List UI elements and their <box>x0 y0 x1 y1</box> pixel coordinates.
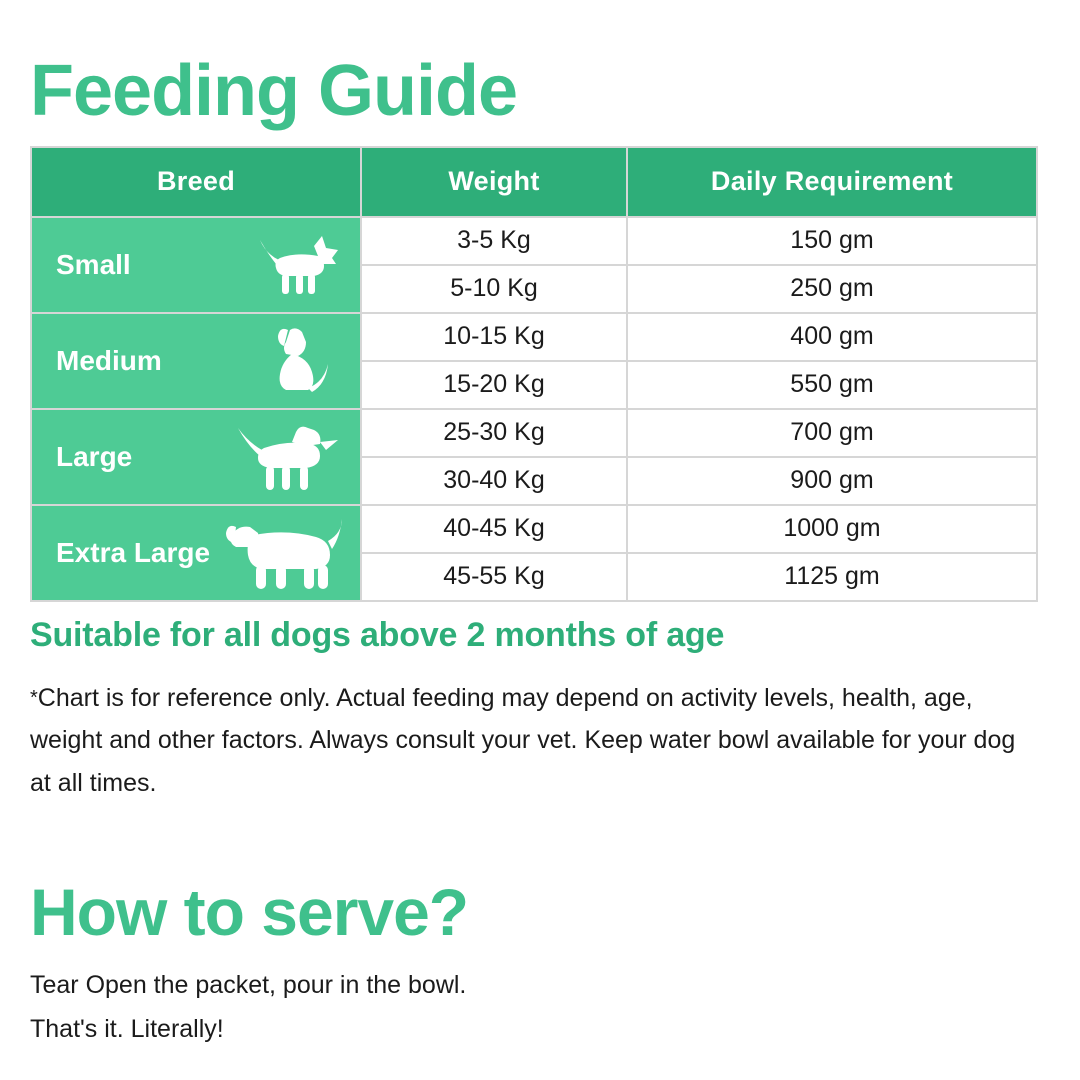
weight-cell: 15-20 Kg <box>361 361 627 409</box>
asterisk-marker: * <box>30 686 38 709</box>
weight-cell: 3-5 Kg <box>361 217 627 265</box>
weight-cell: 30-40 Kg <box>361 457 627 505</box>
requirement-cell: 250 gm <box>627 265 1037 313</box>
requirement-cell: 1000 gm <box>627 505 1037 553</box>
page-title: Feeding Guide <box>30 51 518 131</box>
breed-label: Extra Large <box>56 536 211 568</box>
small-dog-icon <box>252 234 344 296</box>
breed-label: Medium <box>56 344 162 376</box>
weight-cell: 40-45 Kg <box>361 505 627 553</box>
requirement-cell: 1125 gm <box>627 553 1037 601</box>
serve-line-2: That's it. Literally! <box>30 1014 224 1043</box>
extra-large-dog-icon <box>224 517 344 589</box>
requirement-cell: 150 gm <box>627 217 1037 265</box>
breed-cell-medium <box>31 313 361 409</box>
table-header-row <box>31 147 1037 217</box>
feeding-table <box>30 146 1038 602</box>
table-row <box>31 313 1037 361</box>
how-to-serve-body <box>30 964 1034 1052</box>
table-row <box>31 217 1037 265</box>
weight-cell: 25-30 Kg <box>361 409 627 457</box>
breed-cell-large <box>31 409 361 505</box>
column-header-daily-requirement: Daily Requirement <box>627 147 1037 217</box>
serve-line-1: Tear Open the packet, pour in the bowl. <box>30 971 467 1000</box>
breed-cell-small <box>31 217 361 313</box>
column-header-breed: Breed <box>31 147 361 217</box>
requirement-cell: 400 gm <box>627 313 1037 361</box>
medium-dog-icon <box>252 326 344 396</box>
weight-cell: 45-55 Kg <box>361 553 627 601</box>
suitability-note: Suitable for all dogs above 2 months of age <box>30 615 725 654</box>
weight-cell: 10-15 Kg <box>361 313 627 361</box>
requirement-cell: 900 gm <box>627 457 1037 505</box>
how-to-serve-title: How to serve? <box>30 875 469 950</box>
large-dog-icon <box>234 424 344 490</box>
requirement-cell: 550 gm <box>627 361 1037 409</box>
breed-cell-extra-large <box>31 505 361 601</box>
table-row <box>31 409 1037 457</box>
column-header-weight: Weight <box>361 147 627 217</box>
requirement-cell: 700 gm <box>627 409 1037 457</box>
breed-label: Small <box>56 248 131 280</box>
table-row <box>31 505 1037 553</box>
disclaimer <box>30 677 1020 805</box>
weight-cell: 5-10 Kg <box>361 265 627 313</box>
breed-label: Large <box>56 440 133 472</box>
disclaimer-text: Chart is for reference only. Actual feeding may depend on activity levels, health, age, weight and other factors. Always consult your vet. Keep water bowl available for your dog at all times. <box>30 683 1016 797</box>
